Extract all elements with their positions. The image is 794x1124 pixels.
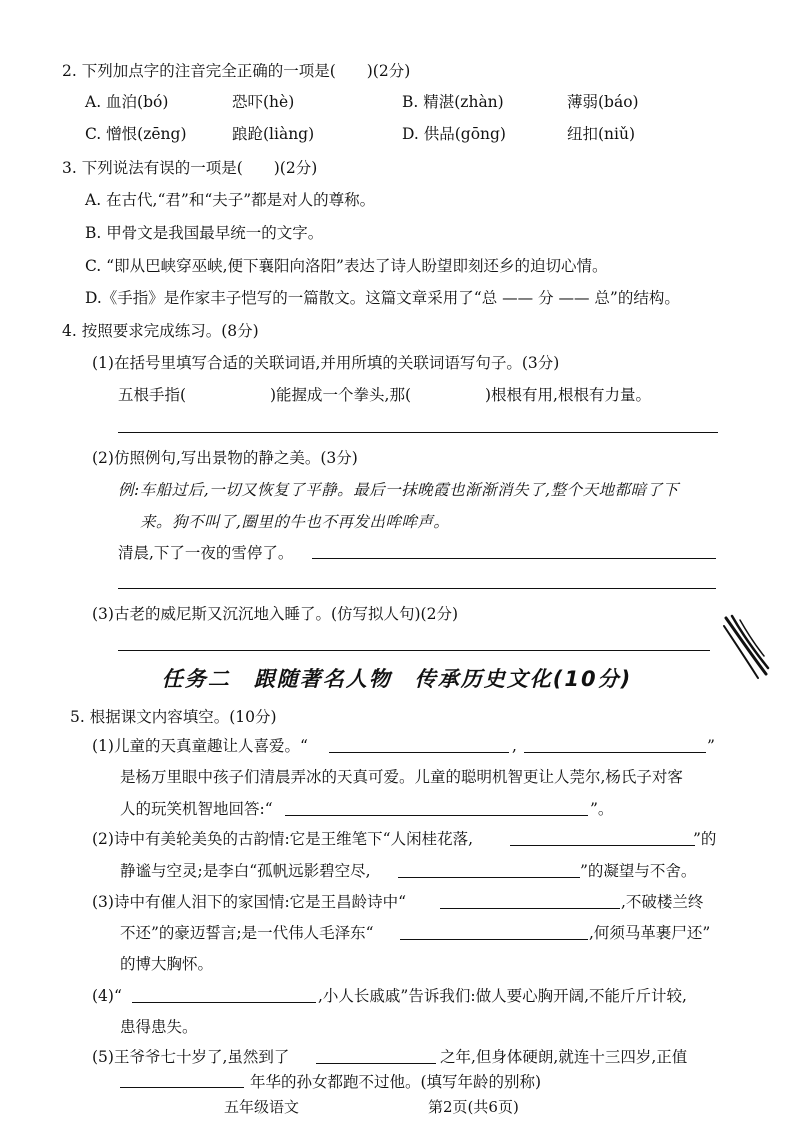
q5-p1-end: ”。 [590, 800, 614, 818]
q5-p5-suffix: 之年,但身体硬朗,就连十三四岁,正值 [440, 1048, 688, 1066]
q2-stem: 2. 下列加点字的注音完全正确的一项是( )(2分) [62, 62, 411, 80]
q5-p5-blank1[interactable] [316, 1063, 436, 1064]
q5-p3-prefix: (3)诗中有催人泪下的家国情:它是王昌龄诗中“ [92, 893, 407, 911]
q4-part1-answer-line[interactable] [118, 432, 718, 433]
q3-option-c: C. “即从巴峡穿巫峡,便下襄阳向洛阳”表达了诗人盼望即刻还乡的迫切心情。 [85, 257, 608, 275]
q4-part1-sentence-c: )根根有用,根根有力量。 [485, 386, 651, 404]
q5-p3-line3: 的博大胸怀。 [120, 955, 214, 973]
q5-p3-end: ,何须马革裹尸还” [589, 924, 711, 942]
footer-subject: 五年级语文 [224, 1098, 300, 1116]
q4-part2-lead: 清晨,下了一夜的雪停了。 [118, 544, 294, 562]
q4-part2-answer-line1[interactable] [312, 558, 716, 559]
q5-p2-prefix: (2)诗中有美轮美奂的古韵情:它是王维笔下“人闲桂花落, [92, 830, 474, 848]
q5-p1-blank3[interactable] [285, 815, 588, 816]
q4-stem: 4. 按照要求完成练习。(8分) [62, 322, 259, 340]
footer-page-number: 第2页(共6页) [428, 1098, 519, 1116]
q5-p2-suffix: ”的 [693, 830, 717, 848]
task2-heading: 任务二 跟随著名人物 传承历史文化(10分) [161, 667, 633, 691]
q5-p3-line2: 不还”的豪迈誓言;是一代伟人毛泽东“ [120, 924, 374, 942]
q5-p5-blank2[interactable] [120, 1087, 244, 1088]
q5-p4-line2: 患得患失。 [120, 1018, 198, 1036]
q3-option-a: A. 在古代,“君”和“夫子”都是对人的尊称。 [85, 191, 376, 209]
q3-option-b: B. 甲骨文是我国最早统一的文字。 [85, 224, 324, 242]
q2-option-a2: 恐吓(hè) [232, 93, 295, 111]
q4-part2-example-line1: 例:车船过后,一切又恢复了平静。最后一抹晚霞也渐渐消失了,整个天地都暗了下 [118, 481, 679, 499]
q5-p1-blank2[interactable] [524, 752, 706, 753]
q2-option-c2: 踉跄(liàng) [232, 125, 315, 143]
q5-p1-comma: , [512, 737, 517, 755]
q5-p1-prefix: (1)儿童的天真童趣让人喜爱。“ [92, 737, 308, 755]
q5-p2-blank2[interactable] [398, 877, 580, 878]
q2-option-b2: 薄弱(báo) [567, 93, 639, 111]
q3-option-d: D.《手指》是作家丰子恺写的一篇散文。这篇文章采用了“总 —— 分 —— 总”的结构。 [85, 289, 680, 307]
q5-p2-blank1[interactable] [510, 845, 695, 846]
q5-p1-closequote: ” [707, 737, 715, 755]
q5-p5-line2: 年华的孙女都跑不过他。(填写年龄的别称) [250, 1073, 542, 1091]
q5-p4-prefix: (4)“ [92, 987, 122, 1005]
q5-p5-prefix: (5)王爷爷七十岁了,虽然到了 [92, 1048, 290, 1066]
q4-part1-prompt: (1)在括号里填写合适的关联词语,并用所填的关联词语写句子。(3分) [92, 354, 560, 372]
q5-p1-line2: 是杨万里眼中孩子们清晨弄冰的天真可爱。儿童的聪明机智更让人莞尔,杨氏子对客 [120, 768, 683, 786]
q2-option-b1: B. 精湛(zhàn) [402, 93, 504, 111]
q4-part3-prompt: (3)古老的威尼斯又沉沉地入睡了。(仿写拟人句)(2分) [92, 605, 459, 623]
q5-p2-end: ”的凝望与不舍。 [580, 862, 697, 880]
q4-part3-answer-line[interactable] [118, 650, 710, 651]
q5-p3-suffix: ,不破楼兰终 [621, 893, 704, 911]
q4-part2-answer-line2[interactable] [118, 588, 716, 589]
q5-p3-blank1[interactable] [440, 908, 620, 909]
q5-p3-blank2[interactable] [400, 939, 588, 940]
q4-part1-sentence-a: 五根手指( [118, 386, 187, 404]
q2-option-d2: 纽扣(niǔ) [567, 125, 636, 143]
q5-p4-suffix: ,小人长戚戚”告诉我们:做人要心胸开阔,不能斤斤计较, [318, 987, 687, 1005]
q5-p2-line2: 静谧与空灵;是李白“孤帆远影碧空尽, [120, 862, 371, 880]
q4-part1-sentence-b: )能握成一个拳头,那( [270, 386, 412, 404]
q5-stem: 5. 根据课文内容填空。(10分) [70, 708, 277, 726]
q3-stem: 3. 下列说法有误的一项是( )(2分) [62, 159, 318, 177]
q2-option-a1: A. 血泊(bó) [85, 93, 169, 111]
q2-option-d1: D. 供品(gōng) [402, 125, 506, 143]
q4-part2-example-line2: 来。狗不叫了,圈里的牛也不再发出哞哞声。 [140, 513, 450, 531]
q5-p1-line3: 人的玩笑机智地回答:“ [120, 800, 273, 818]
q5-p1-blank1[interactable] [329, 752, 509, 753]
q5-p4-blank[interactable] [132, 1002, 316, 1003]
q2-option-c1: C. 憎恨(zēng) [85, 125, 187, 143]
q4-part2-prompt: (2)仿照例句,写出景物的静之美。(3分) [92, 449, 358, 467]
